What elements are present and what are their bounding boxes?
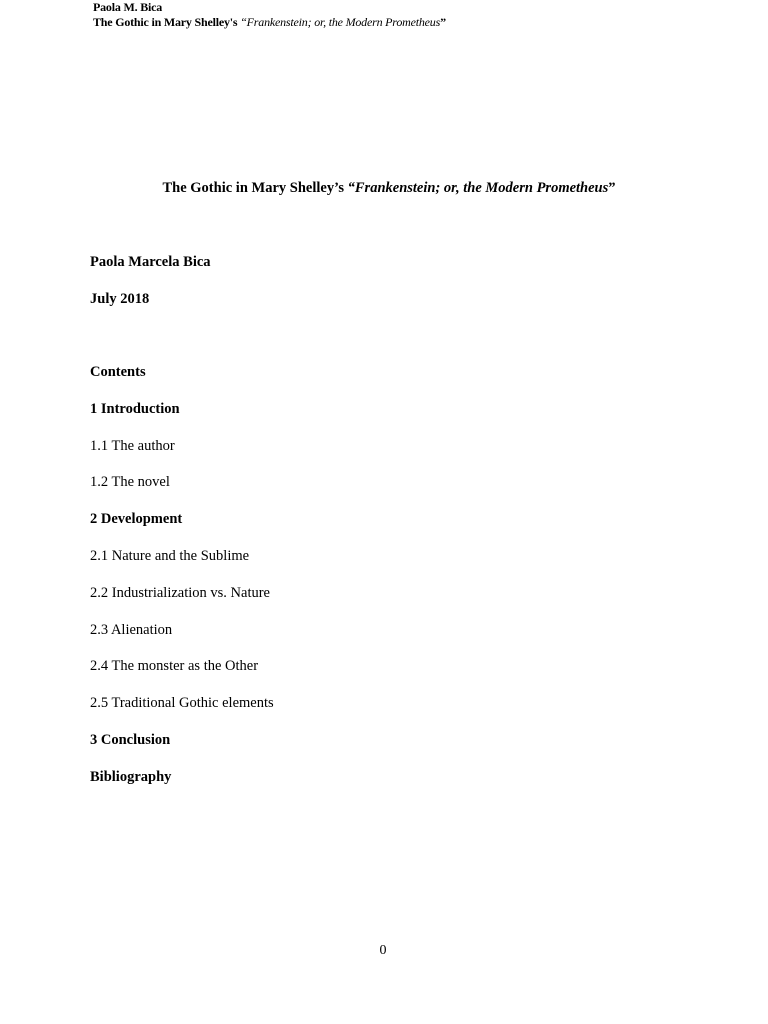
toc-entry: 3 Conclusion (90, 731, 171, 748)
toc-entry: 2 Development (90, 511, 183, 528)
toc-entry: 2.1 Nature and the Sublime (90, 547, 250, 564)
document-date: July 2018 (90, 291, 150, 307)
toc-entry: 1.1 The author (90, 437, 175, 454)
header-author: Paola M. Bica (93, 0, 163, 14)
toc-entry: 2.3 Alienation (90, 621, 173, 638)
header-title-close: ” (440, 15, 446, 29)
page-number: 0 (379, 943, 387, 958)
document-title-plain: The Gothic in Mary Shelley’s (162, 180, 348, 196)
toc-entry: 2.2 Industrialization vs. Nature (90, 584, 270, 601)
toc-entry: 1 Introduction (90, 400, 180, 417)
table-of-contents (90, 362, 274, 804)
document-title-close: ” (608, 180, 616, 196)
author-name: Paola Marcela Bica (90, 254, 211, 270)
header-title-italic: “Frankenstein; or, the Modern Prometheus (240, 15, 441, 29)
toc-entry: 2.5 Traditional Gothic elements (90, 695, 274, 712)
header-title (93, 15, 446, 30)
running-header (93, 0, 446, 30)
toc-entry: Bibliography (90, 768, 172, 785)
document-title (0, 178, 768, 198)
toc-entry: 2.4 The monster as the Other (90, 658, 259, 675)
header-title-plain: The Gothic in Mary Shelley's (93, 15, 241, 29)
document-title-italic: “Frankenstein; or, the Modern Prometheus (347, 180, 609, 196)
toc-entry: 1.2 The novel (90, 474, 170, 491)
contents-heading: Contents (90, 364, 146, 380)
